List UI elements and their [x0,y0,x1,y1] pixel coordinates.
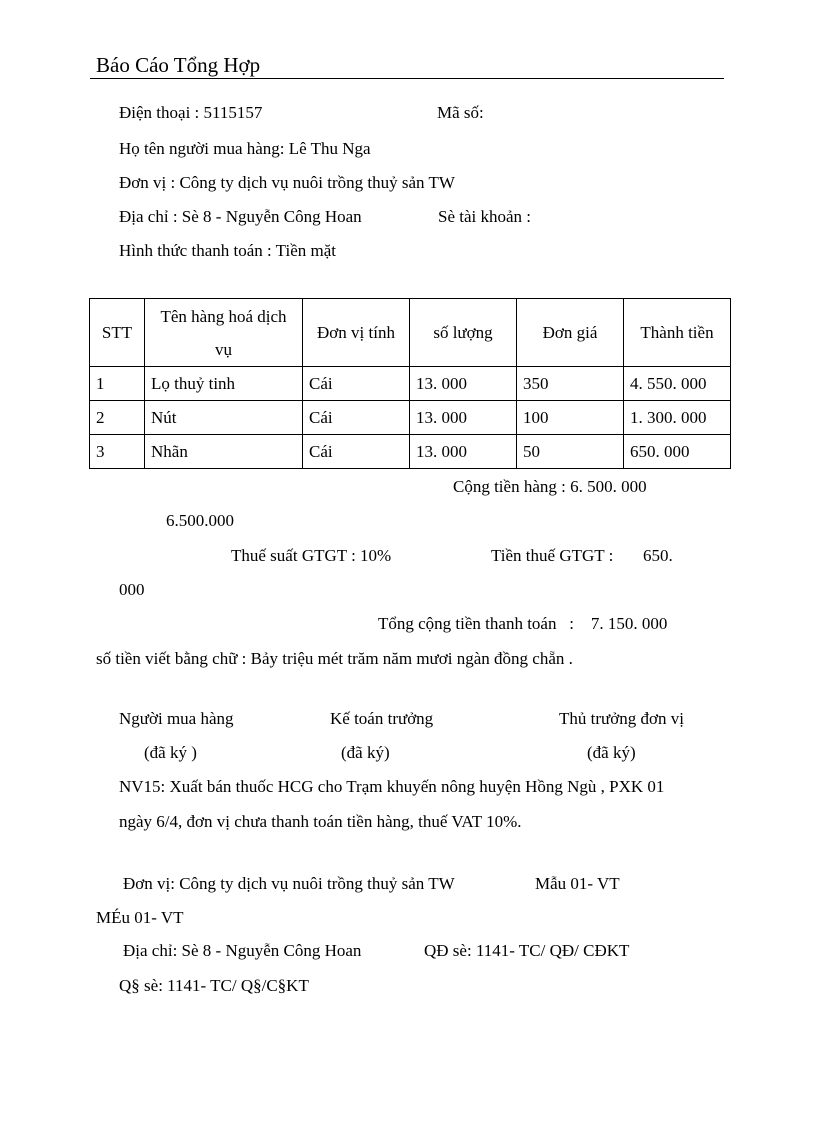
cell-item: Lọ thuỷ tinh [145,367,303,401]
header-item-text: Tên hàng hoá dịch vụ [160,306,287,359]
signature-accountant: Kế toán trưởng [330,709,434,728]
header-stt: STT [90,299,145,367]
header-qty: số lượng [410,299,517,367]
cell-price: 100 [517,401,624,435]
account-label: Sè tài khoản : [438,207,532,226]
cell-item: Nút [145,401,303,435]
footer-form-cont: MÉu 01- VT [96,908,184,927]
cell-qty: 13. 000 [410,367,517,401]
table-row [90,435,731,469]
header-item [145,299,303,367]
footer-unit: Đơn vị: Công ty dịch vụ nuôi trồng thuỷ sản TW [123,874,455,893]
cell-amount: 4. 550. 000 [624,367,731,401]
goods-total: Cộng tiền hàng : 6. 500. 000 [453,477,647,496]
cell-unit: Cái [303,401,410,435]
footer-decision-cont: Q§ sè: 1141- TC/ Q§/C§KT [119,976,309,995]
code-label: Mã số: [437,103,484,122]
vat-amount-cont: 000 [119,580,145,599]
signed-head: (đã ký) [587,743,636,762]
signature-buyer: Người mua hàng [119,709,234,728]
footer-form: Mẫu 01- VT [535,874,620,893]
note-line-1: NV15: Xuất bán thuốc HCG cho Trạm khuyến nông huyện Hồng Ngù , PXK 01 [119,777,665,796]
amount-in-words: số tiền viết bằng chữ : Bảy triệu mét trăm năm mươi ngàn đồng chẵn . [96,649,573,668]
footer-address: Địa chỉ: Sè 8 - Nguyễn Công Hoan [123,941,362,960]
signed-buyer: (đã ký ) [144,743,197,762]
cell-qty: 13. 000 [410,401,517,435]
phone-line: Điện thoại : 5115157 [119,103,263,122]
cell-stt: 3 [90,435,145,469]
cell-qty: 13. 000 [410,435,517,469]
unit-line: Đơn vị : Công ty dịch vụ nuôi trồng thuỷ sản TW [119,173,455,192]
page-title: Báo Cáo Tổng Hợp [96,53,261,77]
cell-item: Nhãn [145,435,303,469]
header-unit: Đơn vị tính [303,299,410,367]
cell-unit: Cái [303,367,410,401]
table-row [90,367,731,401]
footer-decision: QĐ sè: 1141- TC/ QĐ/ CĐKT [424,941,630,960]
address-line: Địa chỉ : Sè 8 - Nguyễn Công Hoan [119,207,362,226]
cell-stt: 1 [90,367,145,401]
table-header-row [90,299,731,367]
cell-price: 350 [517,367,624,401]
table-row [90,401,731,435]
signature-head: Thủ trưởng đơn vị [559,709,684,728]
goods-total-cont: 6.500.000 [166,511,234,530]
cell-price: 50 [517,435,624,469]
cell-amount: 650. 000 [624,435,731,469]
invoice-table [89,298,731,469]
grand-total: Tổng cộng tiền thanh toán : 7. 150. 000 [378,614,668,633]
vat-rate: Thuế suất GTGT : 10% [231,546,392,565]
cell-unit: Cái [303,435,410,469]
vat-amount: Tiền thuế GTGT : 650. [491,546,673,565]
header-divider [90,78,724,79]
cell-stt: 2 [90,401,145,435]
header-price: Đơn giá [517,299,624,367]
header-amount: Thành tiền [624,299,731,367]
payment-line: Hình thức thanh toán : Tiền mặt [119,241,336,260]
note-line-2: ngày 6/4, đơn vị chưa thanh toán tiền hàng, thuế VAT 10%. [119,812,522,831]
buyer-name-line: Họ tên người mua hàng: Lê Thu Nga [119,139,371,158]
signed-accountant: (đã ký) [341,743,390,762]
cell-amount: 1. 300. 000 [624,401,731,435]
